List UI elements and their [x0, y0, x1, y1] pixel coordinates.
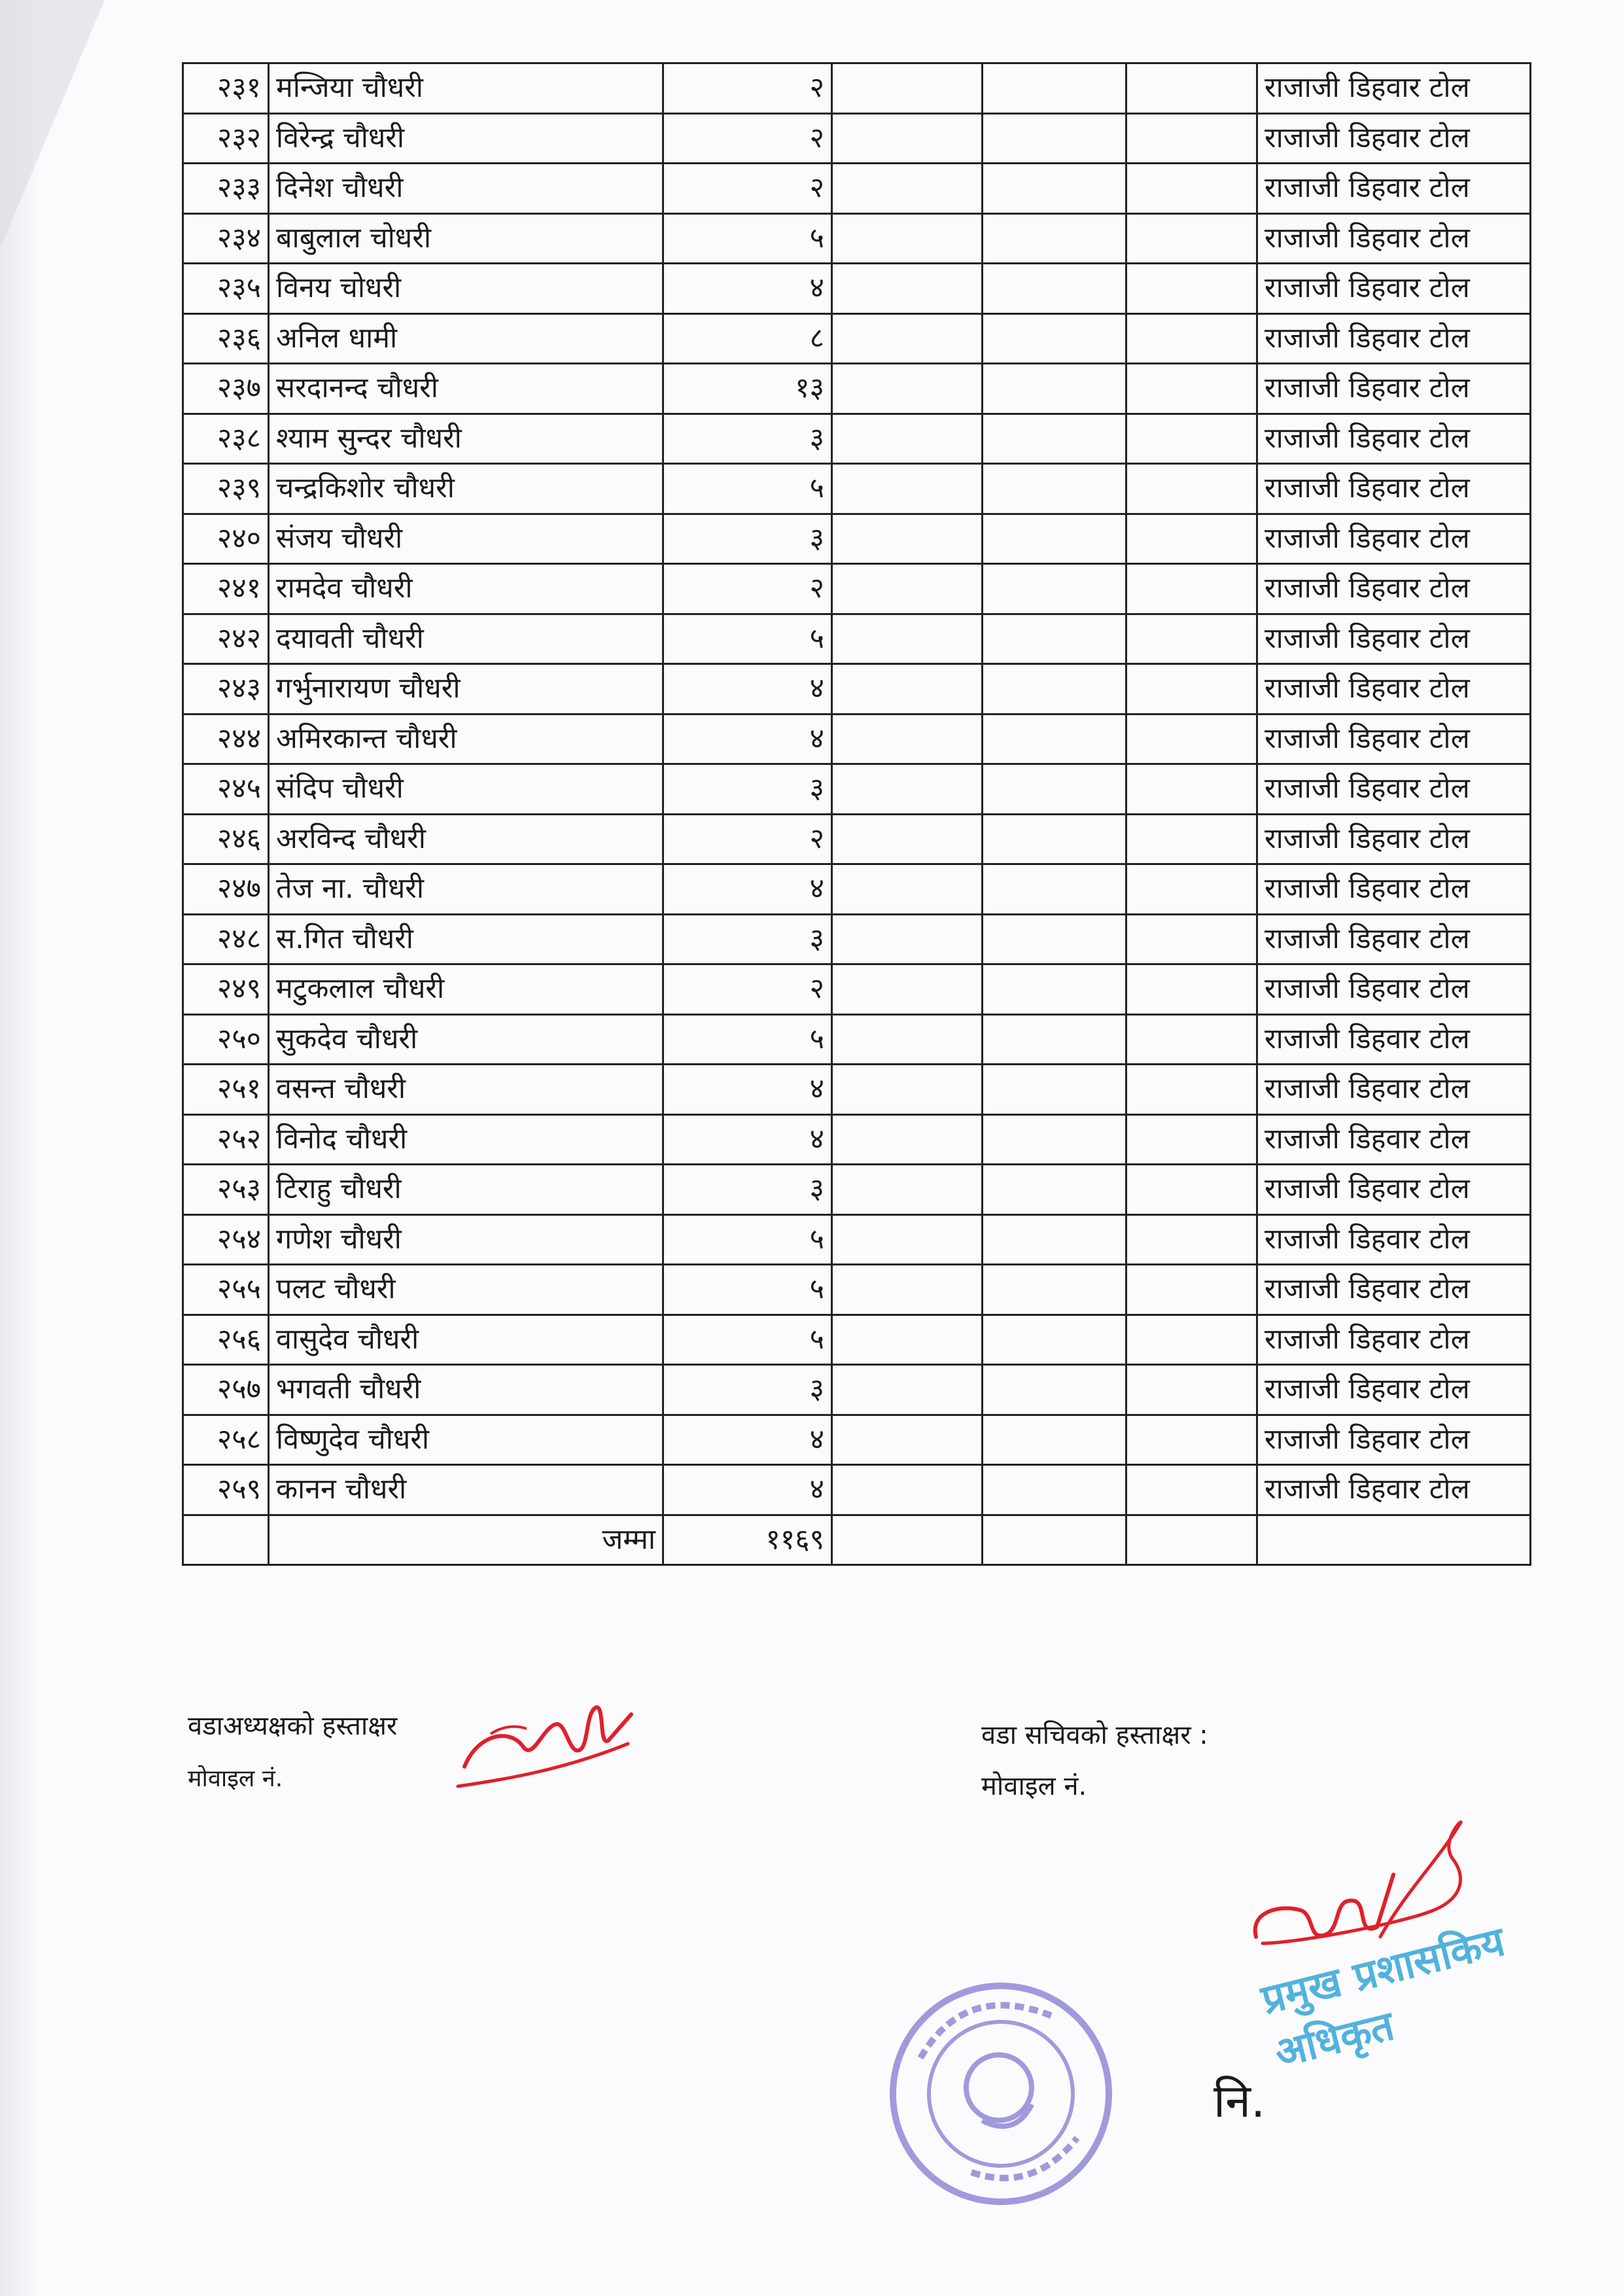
table-row [183, 814, 1531, 864]
empty-cell [832, 1365, 983, 1415]
name-cell: विनय चोधरी [269, 264, 663, 314]
empty-cell [983, 964, 1126, 1015]
name-cell: तेज ना. चौधरी [269, 864, 663, 915]
empty-cell [983, 614, 1126, 664]
table-row [183, 964, 1531, 1015]
name-cell: अमिरकान्त चौधरी [269, 714, 663, 764]
table-row [183, 1415, 1531, 1465]
empty-cell [1126, 1515, 1257, 1565]
tole-cell: राजाजी डिहवार टोल [1257, 264, 1531, 314]
empty-cell [983, 313, 1126, 364]
empty-cell [983, 1415, 1126, 1465]
tole-cell: राजाजी डिहवार टोल [1257, 764, 1531, 815]
family-count-cell: २ [663, 164, 832, 214]
name-cell: संजय चौधरी [269, 514, 663, 564]
name-cell: दिनेश चौधरी [269, 164, 663, 214]
tole-cell: राजाजी डिहवार टोल [1257, 464, 1531, 514]
name-cell: बाबुलाल चोधरी [269, 213, 663, 264]
tole-cell: राजाजी डिहवार टोल [1257, 1065, 1531, 1115]
table-row [183, 614, 1531, 664]
serial-number-cell: २५० [183, 1014, 269, 1065]
empty-cell [832, 864, 983, 915]
empty-cell [1126, 614, 1257, 664]
empty-cell [832, 164, 983, 214]
name-cell: मन्जिया चौधरी [269, 63, 663, 114]
tole-cell: राजाजी डिहवार टोल [1257, 113, 1531, 164]
tole-cell: राजाजी डिहवार टोल [1257, 164, 1531, 214]
empty-cell [832, 914, 983, 964]
family-count-cell: ४ [663, 1065, 832, 1115]
total-label: जम्मा [269, 1515, 663, 1565]
empty-cell [983, 164, 1126, 214]
empty-cell [983, 1014, 1126, 1065]
empty-cell [1126, 414, 1257, 464]
empty-cell [983, 364, 1126, 414]
tole-cell: राजाजी डिहवार टोल [1257, 1014, 1531, 1065]
officer-prefix: नि. [1213, 2074, 1266, 2128]
folded-corner [0, 0, 105, 249]
serial-number-cell: २४६ [183, 814, 269, 864]
empty-cell [1126, 964, 1257, 1015]
empty-cell [832, 1065, 983, 1115]
table-row [183, 1365, 1531, 1415]
family-count-cell: ४ [663, 664, 832, 715]
table-row [183, 764, 1531, 815]
empty-cell [983, 213, 1126, 264]
empty-cell [1257, 1515, 1531, 1565]
empty-cell [1126, 1465, 1257, 1515]
table-row [183, 864, 1531, 915]
name-cell: श्याम सुन्दर चौधरी [269, 414, 663, 464]
total-value: ११६९ [663, 1515, 832, 1565]
empty-cell [832, 964, 983, 1015]
empty-cell [1126, 914, 1257, 964]
name-cell: वसन्त चौधरी [269, 1065, 663, 1115]
serial-number-cell: २५७ [183, 1365, 269, 1415]
empty-cell [832, 1114, 983, 1165]
empty-cell [983, 63, 1126, 114]
serial-number-cell: २४९ [183, 964, 269, 1015]
empty-cell [983, 113, 1126, 164]
empty-cell [832, 614, 983, 664]
empty-cell [1126, 63, 1257, 114]
empty-cell [832, 313, 983, 364]
name-cell: विनोद चौधरी [269, 1114, 663, 1165]
name-cell: विष्णुदेव चौधरी [269, 1415, 663, 1465]
family-count-cell: ४ [663, 864, 832, 915]
tole-cell: राजाजी डिहवार टोल [1257, 1165, 1531, 1215]
empty-cell [1126, 1315, 1257, 1365]
empty-cell [832, 364, 983, 414]
name-cell: सुकदेव चौधरी [269, 1014, 663, 1065]
empty-cell [832, 564, 983, 614]
table-row [183, 164, 1531, 214]
table-row [183, 313, 1531, 364]
name-cell: सरदानन्द चौधरी [269, 364, 663, 414]
secretary-signature-label: वडा सचिवको हस्ताक्षर : [981, 1720, 1208, 1750]
empty-cell [832, 113, 983, 164]
name-cell: भगवती चौधरी [269, 1365, 663, 1415]
empty-cell [832, 1165, 983, 1215]
family-count-cell: ४ [663, 714, 832, 764]
table-row [183, 1065, 1531, 1115]
empty-cell [832, 1465, 983, 1515]
empty-cell [1126, 1014, 1257, 1065]
empty-cell [983, 714, 1126, 764]
table-row [183, 464, 1531, 514]
name-cell: गणेश चौधरी [269, 1214, 663, 1265]
empty-cell [832, 764, 983, 815]
name-cell: पलट चौधरी [269, 1265, 663, 1315]
tole-cell: राजाजी डिहवार टोल [1257, 714, 1531, 764]
empty-cell [1126, 1365, 1257, 1415]
serial-number-cell: २५१ [183, 1065, 269, 1115]
serial-number-cell: २३७ [183, 364, 269, 414]
empty-cell [832, 264, 983, 314]
empty-cell [983, 814, 1126, 864]
tole-cell: राजाजी डिहवार टोल [1257, 1114, 1531, 1165]
empty-cell [983, 514, 1126, 564]
serial-number-cell: २३१ [183, 63, 269, 114]
table-row [183, 264, 1531, 314]
table-row [183, 113, 1531, 164]
empty-cell [1126, 264, 1257, 314]
family-count-cell: ३ [663, 1365, 832, 1415]
tole-cell: राजाजी डिहवार टोल [1257, 1265, 1531, 1315]
table-row [183, 914, 1531, 964]
empty-cell [832, 664, 983, 715]
tole-cell: राजाजी डिहवार टोल [1257, 514, 1531, 564]
empty-cell [983, 764, 1126, 815]
family-count-cell: ३ [663, 514, 832, 564]
empty-cell [832, 213, 983, 264]
total-row [183, 1515, 1531, 1565]
empty-cell [983, 1065, 1126, 1115]
empty-cell [983, 1465, 1126, 1515]
serial-number-cell: २५८ [183, 1415, 269, 1465]
family-count-cell: १३ [663, 364, 832, 414]
empty-cell [1126, 1265, 1257, 1315]
empty-cell [983, 1315, 1126, 1365]
name-cell: अनिल धामी [269, 313, 663, 364]
family-count-cell: ५ [663, 1265, 832, 1315]
tole-cell: राजाजी डिहवार टोल [1257, 1315, 1531, 1365]
empty-cell [1126, 564, 1257, 614]
tole-cell: राजाजी डिहवार टोल [1257, 864, 1531, 915]
serial-number-cell: २५५ [183, 1265, 269, 1315]
empty-cell [983, 1165, 1126, 1215]
empty-cell [983, 1265, 1126, 1315]
empty-cell [1126, 213, 1257, 264]
table-row [183, 1265, 1531, 1315]
empty-cell [832, 1265, 983, 1315]
register-body [183, 63, 1531, 1515]
serial-number-cell: २४३ [183, 664, 269, 715]
tole-cell: राजाजी डिहवार टोल [1257, 614, 1531, 664]
serial-number-cell: २५९ [183, 1465, 269, 1515]
empty-cell [832, 464, 983, 514]
empty-cell [1126, 464, 1257, 514]
empty-cell [1126, 714, 1257, 764]
tole-cell: राजाजी डिहवार टोल [1257, 63, 1531, 114]
empty-cell [983, 464, 1126, 514]
empty-cell [983, 264, 1126, 314]
empty-cell [832, 63, 983, 114]
serial-number-cell: २४८ [183, 914, 269, 964]
empty-cell [832, 1014, 983, 1065]
empty-cell [832, 414, 983, 464]
office-seal [870, 1963, 1132, 2225]
table-row [183, 364, 1531, 414]
name-cell: वासुदेव चौधरी [269, 1315, 663, 1365]
empty-cell [832, 714, 983, 764]
empty-cell [832, 1515, 983, 1565]
empty-cell [1126, 1165, 1257, 1215]
empty-cell [1126, 113, 1257, 164]
family-count-cell: ३ [663, 414, 832, 464]
family-count-cell: ४ [663, 1465, 832, 1515]
serial-number-cell: २५४ [183, 1214, 269, 1265]
tole-cell: राजाजी डिहवार टोल [1257, 914, 1531, 964]
empty-cell [1126, 1214, 1257, 1265]
serial-number-cell: २५६ [183, 1315, 269, 1365]
serial-number-cell: २४२ [183, 614, 269, 664]
empty-cell [832, 814, 983, 864]
serial-number-cell: २३२ [183, 113, 269, 164]
serial-number-cell: २४० [183, 514, 269, 564]
family-count-cell: ५ [663, 614, 832, 664]
tole-cell: राजाजी डिहवार टोल [1257, 1214, 1531, 1265]
household-register-table [182, 62, 1531, 1566]
empty-cell [983, 864, 1126, 915]
family-count-cell: ४ [663, 1415, 832, 1465]
name-cell: मटुकलाल चौधरी [269, 964, 663, 1015]
tole-cell: राजाजी डिहवार टोल [1257, 364, 1531, 414]
serial-number-cell: २४५ [183, 764, 269, 815]
tole-cell: राजाजी डिहवार टोल [1257, 213, 1531, 264]
family-count-cell: ३ [663, 1165, 832, 1215]
name-cell: चन्द्रकिशोर चौधरी [269, 464, 663, 514]
family-count-cell: ५ [663, 1315, 832, 1365]
serial-number-cell: २३८ [183, 414, 269, 464]
serial-number-cell: २४१ [183, 564, 269, 614]
serial-number-cell: २४४ [183, 714, 269, 764]
table-row [183, 1465, 1531, 1515]
serial-number-cell: २३९ [183, 464, 269, 514]
family-count-cell: ५ [663, 464, 832, 514]
name-cell: अरविन्द चौधरी [269, 814, 663, 864]
tole-cell: राजाजी डिहवार टोल [1257, 313, 1531, 364]
empty-cell [832, 1214, 983, 1265]
tole-cell: राजाजी डिहवार टोल [1257, 564, 1531, 614]
empty-cell [1126, 1065, 1257, 1115]
table-row [183, 1114, 1531, 1165]
family-count-cell: २ [663, 964, 832, 1015]
tole-cell: राजाजी डिहवार टोल [1257, 964, 1531, 1015]
name-cell: टिराहु चौधरी [269, 1165, 663, 1215]
empty-cell [983, 1365, 1126, 1415]
officer-stamp: प्रमुख प्रशासकिय अधिकृत [1257, 1916, 1510, 2077]
page-edge-shadow [0, 0, 39, 2296]
tole-cell: राजाजी डिहवार टोल [1257, 664, 1531, 715]
table-row [183, 414, 1531, 464]
tole-cell: राजाजी डिहवार टोल [1257, 1365, 1531, 1415]
empty-cell [832, 1415, 983, 1465]
family-count-cell: २ [663, 113, 832, 164]
table-row [183, 564, 1531, 614]
empty-cell [832, 514, 983, 564]
family-count-cell: ४ [663, 1114, 832, 1165]
empty-cell [983, 564, 1126, 614]
family-count-cell: २ [663, 814, 832, 864]
serial-number-cell: २३५ [183, 264, 269, 314]
name-cell: स.गित चौधरी [269, 914, 663, 964]
chair-mobile-label: मोवाइल नं. [188, 1765, 283, 1792]
family-count-cell: २ [663, 564, 832, 614]
serial-number-cell: २५३ [183, 1165, 269, 1215]
empty-cell [1126, 164, 1257, 214]
table-row [183, 664, 1531, 715]
table-row [183, 514, 1531, 564]
family-count-cell: २ [663, 63, 832, 114]
tole-cell: राजाजी डिहवार टोल [1257, 414, 1531, 464]
table-row [183, 1014, 1531, 1065]
chair-signature-label: वडाअध्यक्षको हस्ताक्षर [188, 1711, 398, 1741]
table-row [183, 63, 1531, 114]
table-row [183, 213, 1531, 264]
serial-number-cell: २३४ [183, 213, 269, 264]
empty-cell [1126, 664, 1257, 715]
empty-cell [983, 414, 1126, 464]
empty-cell [1126, 313, 1257, 364]
family-count-cell: ५ [663, 213, 832, 264]
table-row [183, 714, 1531, 764]
family-count-cell: ८ [663, 313, 832, 364]
serial-number-cell: २५२ [183, 1114, 269, 1165]
family-count-cell: ५ [663, 1014, 832, 1065]
table-row [183, 1165, 1531, 1215]
tole-cell: राजाजी डिहवार टोल [1257, 1415, 1531, 1465]
family-count-cell: ४ [663, 264, 832, 314]
empty-cell [1126, 1415, 1257, 1465]
tole-cell: राजाजी डिहवार टोल [1257, 814, 1531, 864]
table-row [183, 1214, 1531, 1265]
family-count-cell: ५ [663, 1214, 832, 1265]
empty-cell [983, 1214, 1126, 1265]
family-count-cell: ३ [663, 764, 832, 815]
name-cell: गर्भुनारायण चौधरी [269, 664, 663, 715]
empty-cell [983, 914, 1126, 964]
empty-cell [1126, 864, 1257, 915]
serial-number-cell: २३६ [183, 313, 269, 364]
name-cell: संदिप चौधरी [269, 764, 663, 815]
empty-cell [1126, 1114, 1257, 1165]
chair-signature [451, 1688, 641, 1806]
secretary-mobile-label: मोवाइल नं. [981, 1771, 1087, 1801]
name-cell: कानन चौधरी [269, 1465, 663, 1515]
empty-cell [832, 1315, 983, 1365]
empty-cell [1126, 514, 1257, 564]
serial-number-cell: २३३ [183, 164, 269, 214]
empty-cell [983, 664, 1126, 715]
family-count-cell: ३ [663, 914, 832, 964]
serial-number-cell: २४७ [183, 864, 269, 915]
empty-cell [1126, 814, 1257, 864]
empty-cell [983, 1515, 1126, 1565]
empty-cell [983, 1114, 1126, 1165]
name-cell: दयावती चौधरी [269, 614, 663, 664]
empty-cell [1126, 364, 1257, 414]
empty-cell [1126, 764, 1257, 815]
name-cell: रामदेव चौधरी [269, 564, 663, 614]
table-row [183, 1315, 1531, 1365]
total-sn-cell [183, 1515, 269, 1565]
tole-cell: राजाजी डिहवार टोल [1257, 1465, 1531, 1515]
name-cell: विरेन्द्र चौधरी [269, 113, 663, 164]
